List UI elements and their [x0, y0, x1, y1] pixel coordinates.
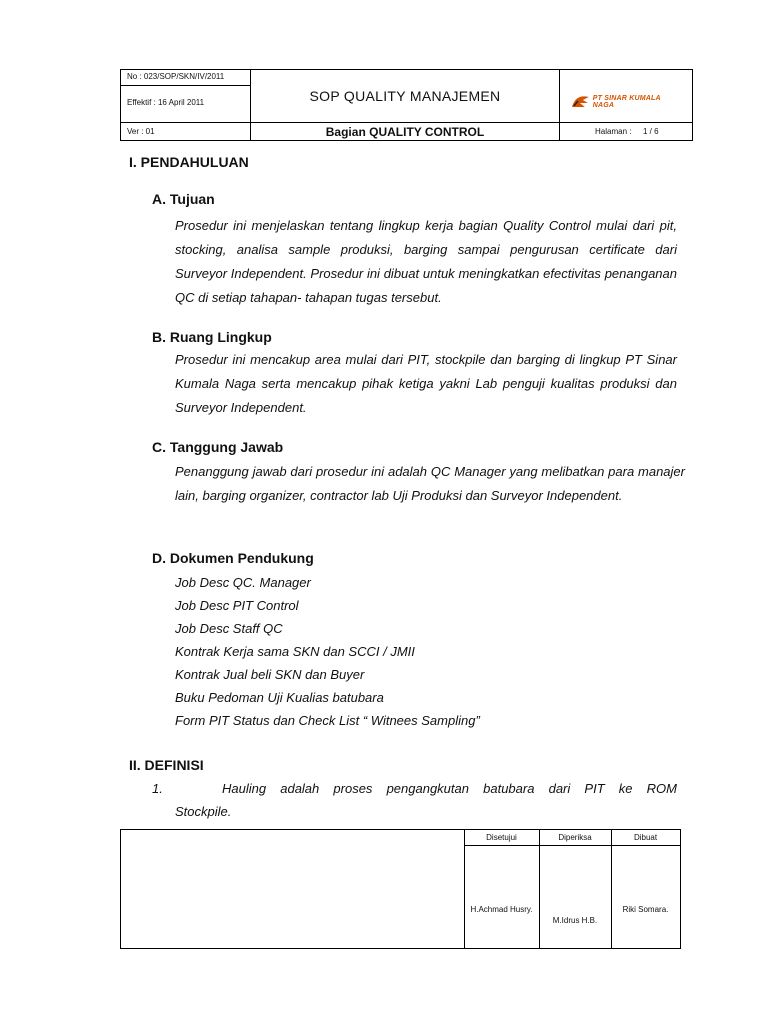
- company-logo: [571, 92, 683, 112]
- subheading-tujuan: A. Tujuan: [152, 191, 215, 207]
- paragraph-tujuan: Prosedur ini menjelaskan tentang lingkup kerja bagian Quality Control mulai dari pit, stocking, analisa sample produksi, barging sampai pengurusan certificate dari Surveyor Independent. Prosedur ini dibuat untuk meningkatkan efectivitas penanganan QC di setiap tahapan- tahapan tugas tersebut.: [175, 218, 677, 305]
- section-heading-definisi: II. DEFINISI: [129, 757, 204, 773]
- document-header-table: [120, 69, 693, 141]
- approved-by-label: Disetujui: [486, 833, 517, 842]
- list-item: Kontrak Jual beli SKN dan Buyer: [175, 667, 365, 682]
- document-subtitle: Bagian QUALITY CONTROL: [325, 124, 485, 139]
- logo-text: PT SINAR KUMALA NAGA: [592, 95, 661, 109]
- list-item: Form PIT Status dan Check List “ Witnees Sampling”: [175, 713, 480, 728]
- paragraph-tanggung-jawab: Penanggung jawab dari prosedur ini adalah QC Manager yang melibatkan para manajer lain, barging organizer, contractor lab Uji Produksi dan Surveyor Independent.: [175, 464, 685, 503]
- definition-text-continued: Stockpile.: [175, 804, 232, 819]
- dragon-logo-icon: [571, 94, 591, 110]
- header-divider: [121, 85, 250, 86]
- version: Ver : 01: [127, 127, 155, 136]
- prepared-by-label: Dibuat: [633, 833, 658, 842]
- subheading-tanggung-jawab: C. Tanggung Jawab: [152, 439, 284, 455]
- definition-number: 1.: [152, 781, 163, 796]
- list-item: Buku Pedoman Uji Kualias batubara: [175, 690, 384, 705]
- approval-table: [120, 829, 681, 949]
- doc-number: No : 023/SOP/SKN/IV/2011: [127, 72, 225, 81]
- checker-name: M.Idrus H.B.: [552, 916, 598, 925]
- list-item: Job Desc PIT Control: [175, 598, 299, 613]
- list-item: Job Desc QC. Manager: [175, 575, 311, 590]
- effective-date: Effektif : 16 April 2011: [127, 98, 205, 107]
- approval-divider: [611, 830, 612, 948]
- page-number: 1 / 6: [643, 127, 659, 136]
- approval-divider: [464, 830, 465, 948]
- approver-name: H.Achmad Husry.: [470, 905, 533, 914]
- checked-by-label: Diperiksa: [558, 833, 592, 842]
- subheading-ruang-lingkup: B. Ruang Lingkup: [152, 329, 272, 345]
- list-item: Job Desc Staff QC: [175, 621, 283, 636]
- approval-divider: [539, 830, 540, 948]
- list-item: Kontrak Kerja sama SKN dan SCCI / JMII: [175, 644, 415, 659]
- section-heading-pendahuluan: I. PENDAHULUAN: [129, 154, 249, 170]
- subheading-dokumen-pendukung: D. Dokumen Pendukung: [152, 550, 314, 566]
- definition-text: Hauling adalah proses pengangkutan batubara dari PIT ke ROM: [222, 781, 677, 796]
- paragraph-ruang-lingkup: Prosedur ini mencakup area mulai dari PIT, stockpile dan barging di lingkup PT Sinar Kumala Naga serta mencakup pihak ketiga yakni Lab penguji kualitas produksi dan Surveyor Independent.: [175, 352, 677, 415]
- document-title: SOP QUALITY MANAJEMEN: [309, 88, 501, 104]
- preparer-name: Riki Somara.: [622, 905, 669, 914]
- approval-divider: [464, 845, 680, 846]
- page-label: Halaman :: [595, 127, 632, 136]
